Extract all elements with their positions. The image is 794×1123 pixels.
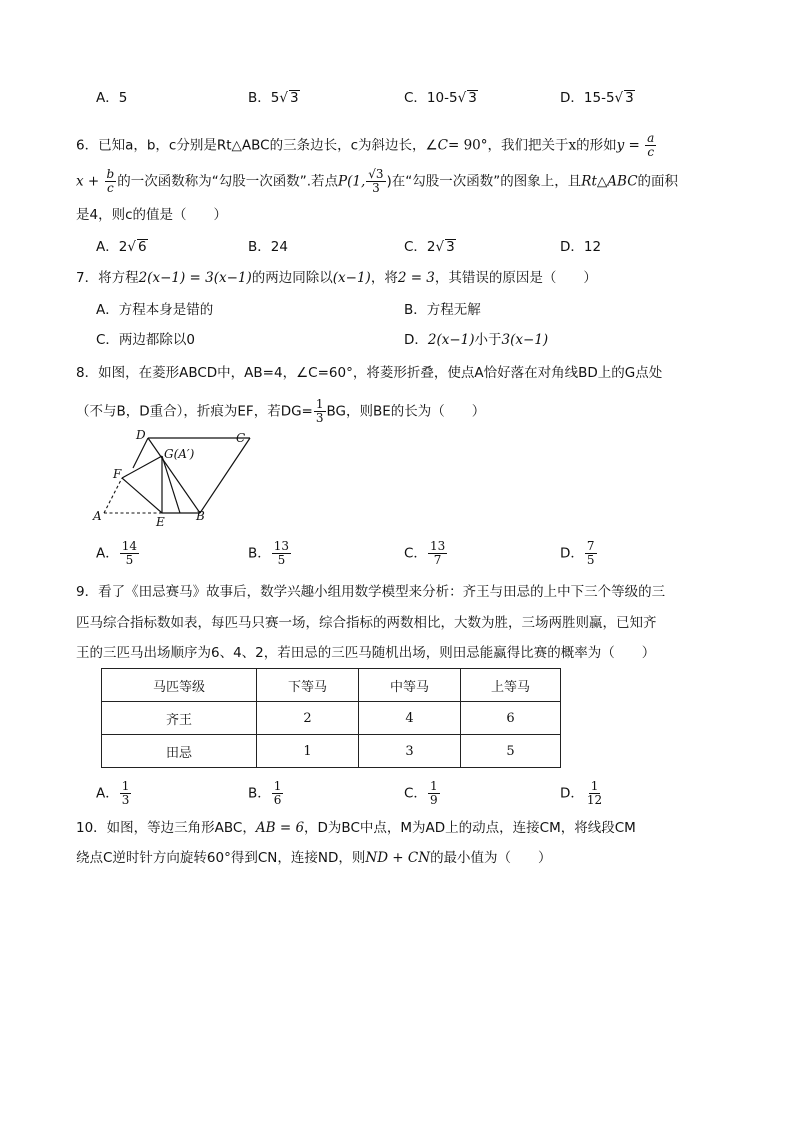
q6-stem-line3: 是4，则c的值是（ ） xyxy=(76,207,228,223)
q6-stem-line1: 6．已知a，b，c分别是Rt△ABC的三条边长，c为斜边长，∠C= 90°，我们把关于x的形如y = $\frac{a}{c}$ xyxy=(76,131,655,159)
q7-option-d: D．2(x−1)小于3(x−1) xyxy=(404,332,549,348)
q9-stem-line3: 王的三匹马出场顺序为6、4、2，若田忌的三匹马随机出场，则田忌能赢得比赛的概率为（ ） xyxy=(76,645,656,661)
q6-option-a: A．2√ 6 xyxy=(96,239,147,255)
q8-stem-line2: （不与B，D重合），折痕为EF，若DG= $\frac{1}{3}$ BG，则BE的长为（ ） xyxy=(76,397,486,425)
table-cell: 5 xyxy=(461,735,561,768)
q7-option-c: C．两边都除以0 xyxy=(96,332,196,348)
table-cell: 2 xyxy=(257,702,359,735)
label-a: A xyxy=(93,509,102,523)
label-c: C xyxy=(236,431,246,445)
label-g: G(A′) xyxy=(164,447,195,461)
q5-option-a: A．5 xyxy=(96,90,128,106)
table-row xyxy=(102,702,561,735)
table-cell: 6 xyxy=(461,702,561,735)
q6-stem-line2: x + $\frac{b}{c}$ 的一次函数称为“勾股一次函数”.若点P(1, $\frac{√3}{3}$ )在“勾股一次函数”的图象上，且Rt△ABC的面积 xyxy=(76,167,679,195)
table-cell: 1 xyxy=(257,735,359,768)
q9-option-c: C． $\frac{1}{9}$ xyxy=(404,779,438,807)
table-cell: 3 xyxy=(359,735,461,768)
q9-stem-line1: 9．看了《田忌赛马》故事后，数学兴趣小组用数学模型来分析：齐王与田忌的上中下三个等级的三 xyxy=(76,584,666,600)
table-header: 马匹等级 xyxy=(102,669,257,702)
q9-stem-line2: 匹马综合指标数如表，每匹马只赛一场，综合指标的两数相比，大数为胜，三场两胜则赢，已知齐 xyxy=(76,615,657,631)
q7-stem: 7．将方程2(x−1) = 3(x−1)的两边同除以(x−1)，将2 = 3，其错误的原因是（ ） xyxy=(76,270,597,286)
table-cell: 4 xyxy=(359,702,461,735)
table-header-row xyxy=(102,669,561,702)
table-cell: 田忌 xyxy=(102,735,257,768)
q5-option-d: D．15-5√ 3 xyxy=(560,90,634,106)
q6-option-b: B．24 xyxy=(248,239,288,255)
table-row xyxy=(102,735,561,768)
q8-option-c: C． $\frac{13}{7}$ xyxy=(404,539,446,567)
table-header: 上等马 xyxy=(461,669,561,702)
q8-stem-line1: 8．如图，在菱形ABCD中，AB=4，∠C=60°，将菱形折叠，使点A恰好落在对角线BD上的G点处 xyxy=(76,365,663,381)
label-b: B xyxy=(196,509,205,523)
edge-cb xyxy=(200,438,250,513)
q6-option-c: C．2√ 3 xyxy=(404,239,455,255)
table-header: 下等马 xyxy=(257,669,359,702)
segment-fg xyxy=(122,456,162,478)
horse-table xyxy=(101,668,561,768)
rhombus-figure xyxy=(90,428,260,530)
label-d: D xyxy=(136,428,146,442)
label-e: E xyxy=(156,515,165,529)
q9-option-b: B． $\frac{1}{6}$ xyxy=(248,779,282,807)
q8-option-a: A． $\frac{14}{5}$ xyxy=(96,539,138,567)
table-cell: 齐王 xyxy=(102,702,257,735)
table-header: 中等马 xyxy=(359,669,461,702)
q8-option-d: D． $\frac{7}{5}$ xyxy=(560,539,595,567)
q7-option-a: A．方程本身是错的 xyxy=(96,302,214,318)
q10-stem-line2: 绕点C逆时针方向旋转60°得到CN，连接ND，则ND + CN的最小值为（ ） xyxy=(76,850,552,866)
q5-option-c: C．10-5√ 3 xyxy=(404,90,477,106)
q9-option-a: A． $\frac{1}{3}$ xyxy=(96,779,130,807)
q10-stem-line1: 10．如图，等边三角形ABC，AB = 6，D为BC中点，M为AD上的动点，连接CM，将线段CM xyxy=(76,820,636,836)
edge-da xyxy=(133,438,148,468)
label-f: F xyxy=(113,467,122,481)
fold-fe xyxy=(122,478,162,513)
q7-option-b: B．方程无解 xyxy=(404,302,481,318)
q9-option-d: D． $\frac{1}{12}$ xyxy=(560,779,603,807)
q5-option-b: B．5√ 3 xyxy=(248,90,299,106)
segment-gb xyxy=(162,456,180,513)
q6-option-d: D．12 xyxy=(560,239,602,255)
q8-option-b: B． $\frac{13}{5}$ xyxy=(248,539,290,567)
dashed-af xyxy=(104,478,122,513)
